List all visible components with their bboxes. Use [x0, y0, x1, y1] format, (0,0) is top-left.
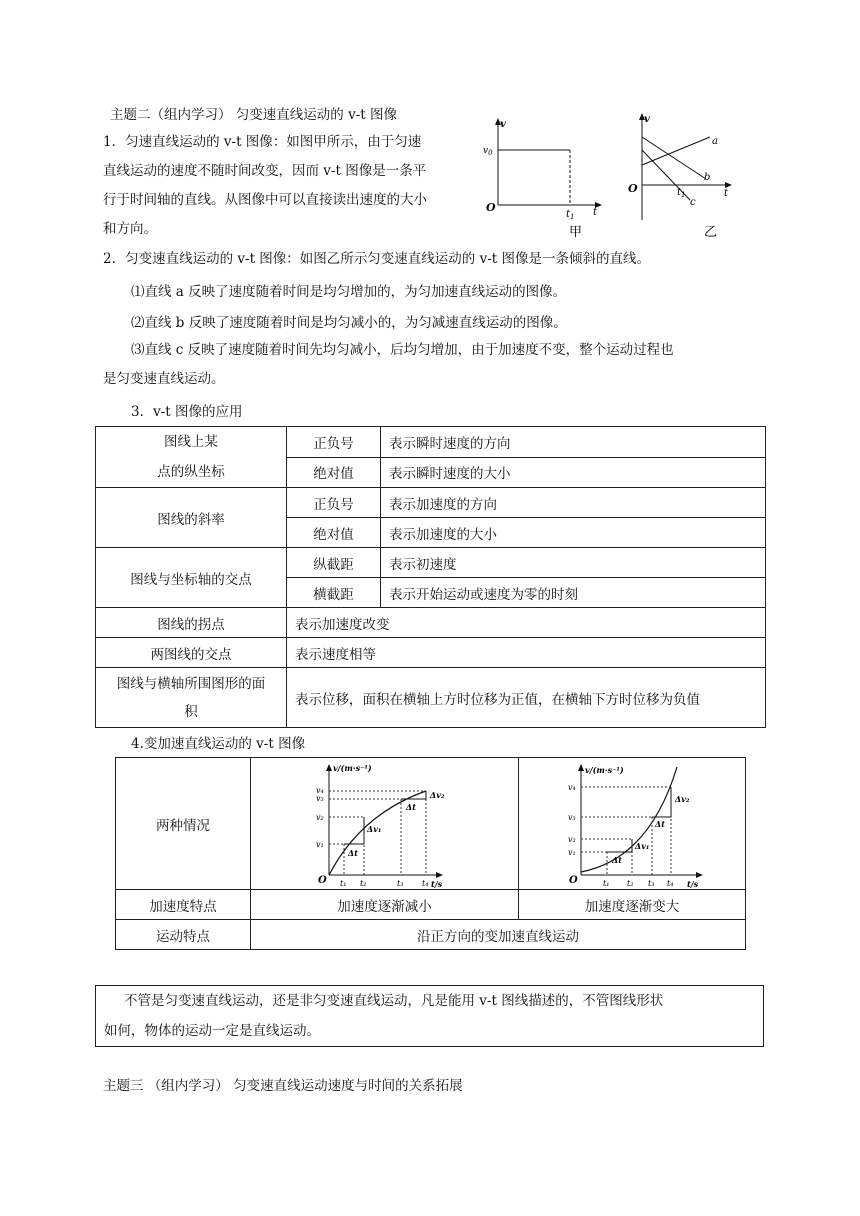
table-row	[96, 427, 766, 458]
topic2-point-2: ⑵直线 b 反映了速度随着时间是均匀减小的，为匀减速直线运动的图像。	[131, 315, 567, 331]
v3-label: v₃	[316, 793, 324, 803]
v2-label: v₂	[316, 812, 324, 822]
dt-label: Δt	[655, 818, 665, 829]
table-cell: 表示开始运动或速度为零的时刻	[381, 578, 766, 608]
t-label: t	[593, 207, 598, 218]
v2-label: v₂	[568, 834, 576, 844]
row-label: 图线的斜率	[96, 488, 287, 548]
axis-t-label: t/s	[687, 878, 699, 889]
t1-label: t₁	[340, 878, 347, 888]
dt-label: Δt	[348, 847, 358, 858]
table-cell: 表示速度相等	[287, 638, 766, 668]
t2-label: t₂	[360, 878, 367, 888]
figure-yi	[622, 110, 752, 240]
caption-yi: 乙	[704, 225, 718, 240]
v4-label: v₄	[316, 785, 324, 795]
table-cell: 纵截距	[287, 548, 381, 578]
row-label: 图线与坐标轴的交点	[96, 548, 287, 608]
table-cell: 绝对值	[287, 457, 381, 488]
table-row	[96, 608, 766, 638]
graph-decreasing-accel	[251, 759, 517, 889]
p1-line: 和方向。	[103, 221, 157, 237]
table-cell: 横截距	[287, 578, 381, 608]
p3-line: 是匀变速直线运动。	[103, 371, 225, 387]
table-cell: 表示加速度的方向	[381, 488, 766, 518]
table-row	[96, 638, 766, 668]
origin-label: O	[318, 874, 327, 886]
v-label: v	[500, 119, 506, 130]
table-row	[116, 758, 746, 890]
dv1-label: Δv₁	[367, 823, 382, 834]
table-cell: 表示初速度	[381, 548, 766, 578]
table-cell: 沿正方向的变加速直线运动	[251, 920, 746, 950]
axis-v-label: v/(m·s⁻¹)	[333, 762, 372, 773]
topic2-paragraph-2: 2．匀变速直线运动的 v-t 图像：如图乙所示匀变速直线运动的 v-t 图像是一条倾斜的直线。	[103, 251, 650, 267]
table-cell: 表示加速度改变	[287, 608, 766, 638]
row-label: 运动特点	[116, 920, 251, 950]
note-line: 不管是匀变速直线运动，还是非匀变速直线运动，凡是能用 v-t 图线描述的，不管图线形状	[124, 993, 664, 1009]
row-label: 图线与横轴所围图形的面 积	[96, 668, 287, 728]
note-box	[95, 985, 764, 1047]
table-cell: 正负号	[287, 427, 381, 458]
v1-label: v₁	[568, 847, 576, 857]
p1-line: 直线运动的速度不随时间改变，因而 v-t 图像是一条平	[103, 163, 427, 179]
dt-label: Δt	[406, 801, 416, 812]
topic2-paragraph-3: 3．v-t 图像的应用	[131, 404, 243, 420]
origin-label: O	[486, 201, 496, 214]
v3-label: v₃	[568, 812, 576, 822]
row-label: 图线上某 点的纵坐标	[96, 427, 287, 488]
dv2-label: Δv₂	[675, 793, 690, 804]
v-label: v	[644, 114, 650, 125]
table-cell: 表示瞬时速度的方向	[381, 427, 766, 458]
t-label: t	[724, 188, 729, 199]
line-b	[642, 137, 706, 179]
row-label: 两种情况	[116, 758, 251, 890]
axis-t-label: t/s	[431, 878, 443, 889]
figure-jia	[478, 115, 608, 240]
dt-label: Δt	[612, 854, 622, 865]
table-row	[96, 668, 766, 728]
table-cell: 绝对值	[287, 518, 381, 548]
origin-label: O	[628, 182, 638, 195]
topic2-point-1: ⑴直线 a 反映了速度随着时间是均匀增加的，为匀加速直线运动的图像。	[131, 284, 567, 300]
topic2-heading: 主题二（组内学习） 匀变速直线运动的 v-t 图像	[110, 107, 397, 123]
note-line: 如何，物体的运动一定是直线运动。	[104, 1023, 320, 1039]
table-cell: 正负号	[287, 488, 381, 518]
v1-label: v₁	[316, 839, 324, 849]
t1-label: $t_1$	[566, 209, 575, 221]
table-cell: 加速度逐渐变大	[519, 890, 746, 920]
caption-jia: 甲	[569, 225, 583, 240]
p1-line: 1．匀速直线运动的 v-t 图像：如图甲所示，由于匀速	[103, 134, 422, 150]
label-a: a	[712, 136, 718, 147]
row-label: 图线的拐点	[96, 608, 287, 638]
p3-line: ⑶直线 c 反映了速度随着时间先均匀减小，后均匀增加，由于加速度不变，整个运动过程也	[131, 342, 674, 358]
topic2-point-3	[103, 336, 674, 394]
table-cell: 表示加速度的大小	[381, 518, 766, 548]
t3-label: t₃	[648, 878, 655, 888]
label-b: b	[704, 172, 711, 183]
topic2-paragraph-1	[103, 128, 427, 244]
table-row	[116, 920, 746, 950]
graph-increasing-accel	[519, 759, 745, 889]
table-row	[96, 548, 766, 578]
table-cell: 加速度逐渐减小	[251, 890, 519, 920]
v0-label: $v_0$	[483, 146, 493, 157]
t4-label: t₄	[422, 878, 429, 888]
table-row	[96, 488, 766, 518]
dv2-label: Δv₂	[430, 789, 445, 800]
t1-label: t₁	[603, 878, 610, 888]
row-label: 加速度特点	[116, 890, 251, 920]
t3-label: t₃	[397, 878, 404, 888]
origin-label: O	[569, 874, 578, 886]
table-row	[116, 890, 746, 920]
dv1-label: Δv₁	[635, 840, 650, 851]
row-label: 两图线的交点	[96, 638, 287, 668]
t2-label: t₂	[627, 878, 634, 888]
v4-label: v₄	[568, 782, 576, 792]
p1-line: 行于时间轴的直线。从图像中可以直接读出速度的大小	[103, 192, 427, 208]
section4-title: 4.变加速直线运动的 v-t 图像	[131, 736, 306, 752]
table-cell: 表示位移，面积在横轴上方时位移为正值，在横轴下方时位移为负值	[287, 668, 766, 728]
axis-v-label: v/(m·s⁻¹)	[585, 764, 624, 775]
table-cell: 表示瞬时速度的大小	[381, 457, 766, 488]
t4-label: t₄	[667, 878, 674, 888]
vt-application-table	[95, 426, 766, 728]
graph-cell-right	[519, 758, 746, 890]
variable-accel-table	[115, 757, 746, 950]
t1-label: $t_1$	[677, 187, 686, 199]
graph-cell-left	[251, 758, 519, 890]
topic3-heading: 主题三 （组内学习） 匀变速直线运动速度与时间的关系拓展	[103, 1078, 463, 1094]
label-c: c	[690, 197, 696, 208]
